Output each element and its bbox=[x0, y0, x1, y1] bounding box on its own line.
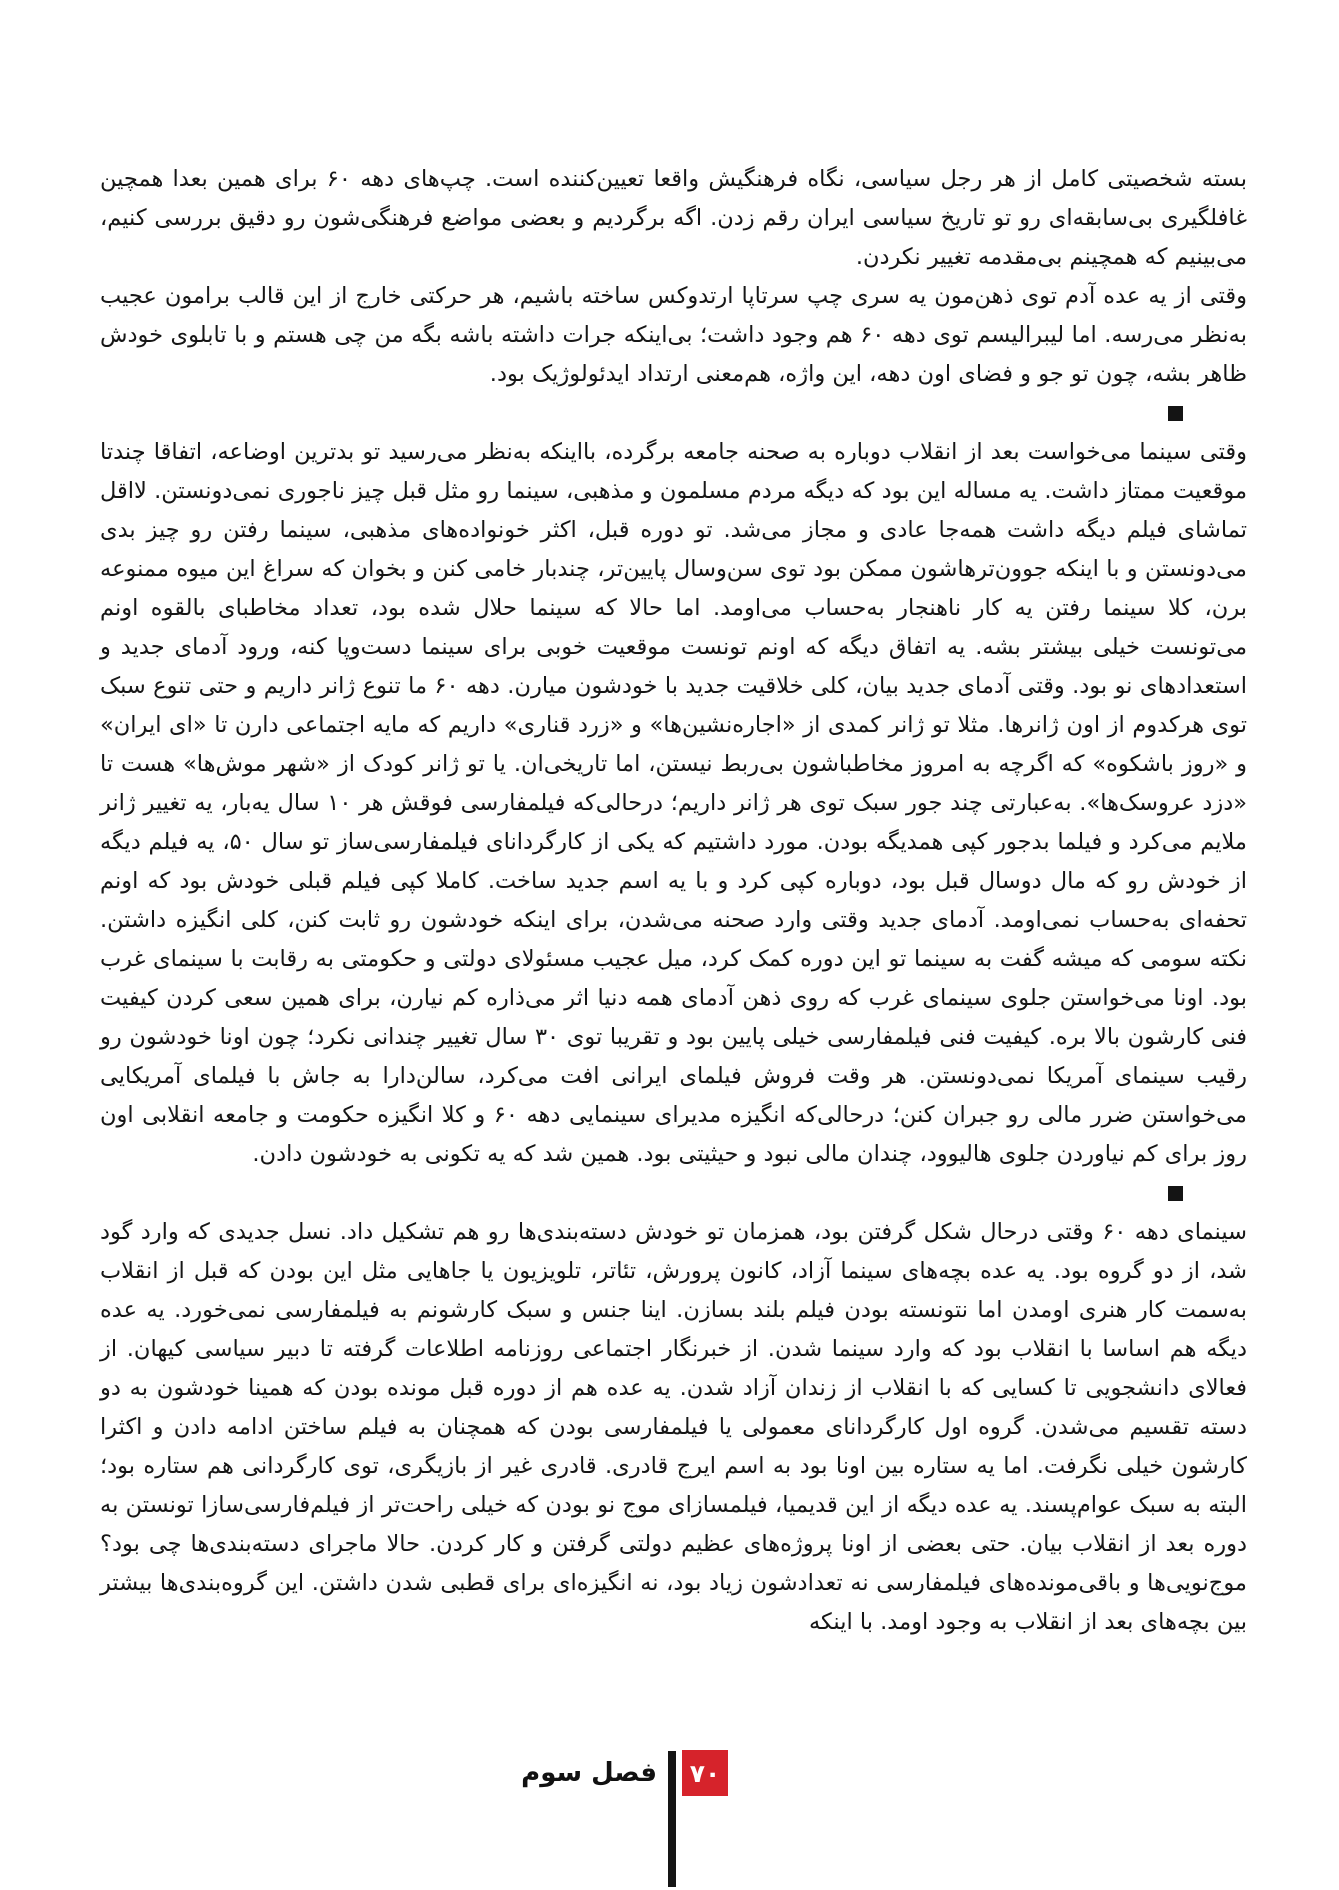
paragraph: بسته شخصیتی کامل از هر رجل سیاسی، نگاه فرهنگیش واقعا تعیین‌کننده است. چپ‌های دهه ۶۰ برای همین بعدا همچین غافلگیری بی‌سابقه‌ای رو تو تاریخ سیاسی ایران رقم زدن. اگه برگردیم و بعضی مواضع فرهنگی‌شون رو دقیق بررسی کنیم، می‌بینیم که همچینم بی‌مقدمه تغییر نکردن. bbox=[100, 166, 1247, 270]
section-divider bbox=[100, 1174, 1247, 1213]
black-square-divider-icon bbox=[1168, 1186, 1183, 1201]
paragraph: وقتی سینما می‌خواست بعد از انقلاب دوباره به صحنه جامعه برگرده، بااینکه به‌نظر می‌رسید تو بدترین اوضاعه، اتفاقا چندتا موقعیت ممتاز داشت. یه مساله این بود که دیگه مردم مسلمون و مذهبی، سینما رو مثل قبل چیز ناجوری نمی‌دونستن. لااقل تماشای فیلم دیگه داشت همه‌جا عادی و مجاز می‌شد. تو دوره قبل، اکثر خونواده‌های مذهبی، سینما رفتن رو چیز بدی می‌دونستن و با اینکه جوون‌ترهاشون ممکن بود توی سن‌وسال پایین‌تر، چندبار خامی کنن و بخوان که سراغ این میوه ممنوعه برن، کلا سینما رفتن یه کار ناهنجار به‌حساب می‌اومد. اما حالا که سینما حلال شده بود، تعداد مخاطبای بالقوه اونم می‌تونست خیلی بیشتر بشه. یه اتفاق دیگه که اونم تونست موقعیت خوبی برای سینما دست‌وپا کنه، ورود آدمای جدید و استعدادهای نو بود. وقتی آدمای جدید بیان، کلی خلاقیت جدید با خودشون میارن. دهه ۶۰ ما تنوع ژانر داریم و حتی تنوع سبک توی هرکدوم از اون ژانرها. مثلا تو ژانر کمدی از «اجاره‌نشین‌ها» و «زرد قناری» داریم که مایه اجتماعی دارن تا «ای ایران» و «روز باشکوه» که اگرچه به امروز مخاطباشون بی‌ربط نیستن، اما تاریخی‌ان. یا تو ژانر کودک از «شهر موش‌ها» هست تا «دزد عروسک‌ها». به‌عبارتی چند جور سبک توی هر ژانر داریم؛ درحالی‌که فیلمفارسی فوقش هر ۱۰ سال یه‌بار، یه تغییر ژانر ملایم می‌کرد و فیلما بدجور کپی همدیگه بودن. مورد داشتیم که یکی از کارگردانای فیلمفارسی‌ساز تو سال ۵۰، یه فیلم دیگه از خودش رو که مال دوسال قبل بود، دوباره کپی کرد و با یه اسم جدید ساخت. کاملا کپی فیلم قبلی خودش بود که اونم تحفه‌ای به‌حساب نمی‌اومد. آدمای جدید وقتی وارد صحنه می‌شدن، برای اینکه خودشون رو ثابت کنن، کلی انگیزه داشتن. نکته سومی که میشه گفت به سینما تو این دوره کمک کرد، میل عجیب مسئولای دولتی و حکومتی به رقابت با سینمای غرب بود. اونا می‌خواستن جلوی سینمای غرب که روی ذهن آدمای همه دنیا اثر می‌ذاره کم نیارن، برای همین سعی کردن کیفیت فنی کارشون بالا بره. کیفیت فنی فیلمفارسی خیلی پایین بود و تقریبا توی ۳۰ سال تغییر چندانی نکرد؛ چون اونا خودشون رو رقیب سینمای آمریکا نمی‌دونستن. هر وقت فروش فیلمای ایرانی افت می‌کرد، سالن‌دارا به جاش با فیلمای آمریکایی می‌خواستن ضرر مالی رو جبران کنن؛ درحالی‌که انگیزه مدیرای سینمایی دهه ۶۰ و کلا انگیزه حکومت و جامعه انقلابی اون روز برای کم نیاوردن جلوی هالیوود، چندان مالی نبود و حیثیتی بود. همین شد که یه تکونی به خودشون دادن. bbox=[100, 439, 1248, 1167]
page-number-badge: ۷۰ bbox=[682, 1750, 728, 1796]
paragraph: وقتی از یه عده آدم توی ذهن‌مون یه سری چپ سرتاپا ارتدوکس ساخته باشیم، هر حرکتی خارج از این قالب برامون عجیب به‌نظر می‌رسه. اما لیبرالیسم توی دهه ۶۰ هم وجود داشت؛ بی‌اینکه جرات داشته باشه بگه من چی هستم و با تابلوی خودش ظاهر بشه، چون تو جو و فضای اون دهه، این واژه، هم‌معنی ارتداد ایدئولوژیک بود. bbox=[100, 283, 1247, 387]
section-divider bbox=[100, 394, 1247, 433]
black-square-divider-icon bbox=[1168, 406, 1183, 421]
paragraph: سینمای دهه ۶۰ وقتی درحال شکل گرفتن بود، همزمان تو خودش دسته‌بندی‌ها رو هم تشکیل داد. نسل جدیدی که وارد گود شد، از دو گروه بود. یه عده بچه‌های سینما آزاد، کانون پرورش، تئاتر، تلویزیون یا جاهایی مثل این بودن که قبل از انقلاب به‌سمت کار هنری اومدن اما نتونسته بودن فیلم بلند بسازن. اینا جنس و سبک کارشونم به فیلمفارسی نمی‌خورد. یه عده دیگه هم اساسا با انقلاب بود که وارد سینما شدن. از خبرنگار اجتماعی روزنامه اطلاعات گرفته تا دبیر سیاسی کیهان. از فعالای دانشجویی تا کسایی که با انقلاب از زندان آزاد شدن. یه عده هم از دوره قبل مونده بودن که همینا خودشون به دو دسته تقسیم می‌شدن. گروه اول کارگردانای معمولی یا فیلمفارسی بودن که همچنان به فیلم ساختن ادامه دادن و اکثرا کارشون خیلی نگرفت. اما یه ستاره بین اونا بود به اسم ایرج قادری. قادری غیر از بازیگری، توی کارگردانی هم ستاره بود؛ البته به سبک عوام‌پسند. یه عده دیگه از این قدیمیا، فیلمسازای موج نو بودن که خیلی راحت‌تر از فیلم‌فارسی‌سازا تونستن به دوره بعد از انقلاب بیان. حتی بعضی از اونا پروژه‌های عظیم دولتی گرفتن و کار کردن. حالا ماجرای دسته‌بندی‌ها چی بود؟ موج‌نویی‌ها و باقی‌مونده‌های فیلمفارسی نه تعدادشون زیاد بود، نه انگیزه‌ای برای قطبی شدن داشتن. این گروه‌بندی‌ها بیشتر بین بچه‌های بعد از انقلاب به وجود اومد. با اینکه bbox=[100, 1219, 1247, 1635]
body-text-block bbox=[100, 160, 1247, 1642]
footer-vertical-rule bbox=[668, 1751, 676, 1887]
chapter-title: فصل سوم bbox=[521, 1758, 657, 1788]
